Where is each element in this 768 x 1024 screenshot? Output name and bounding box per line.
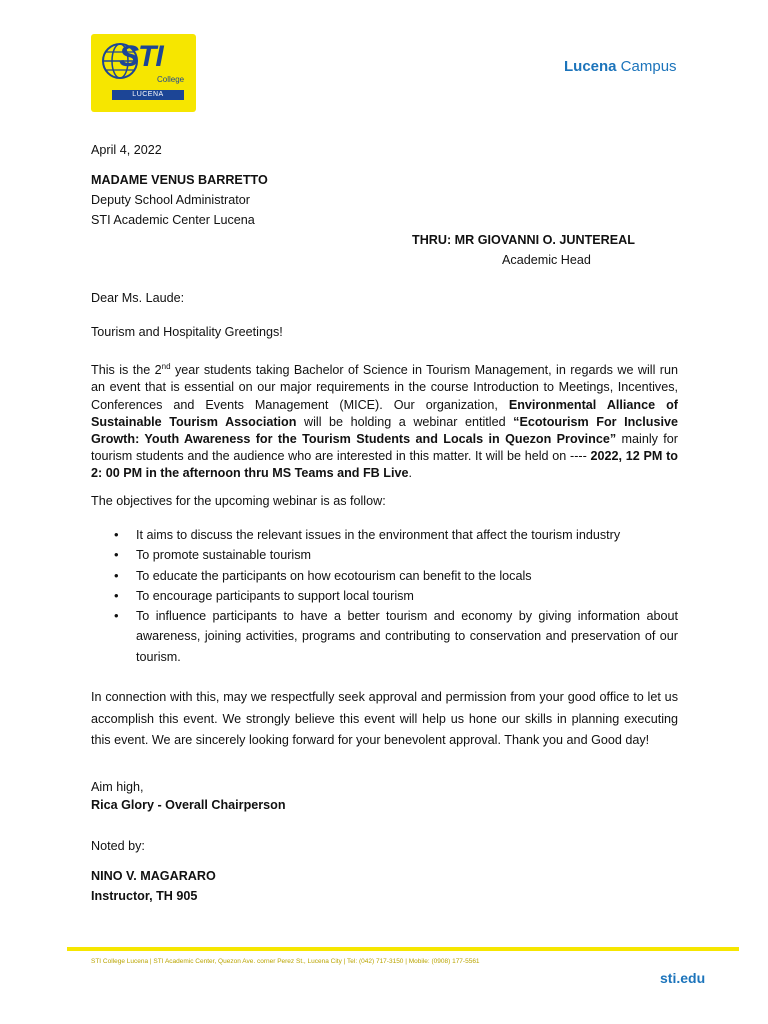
sign-off: Aim high, bbox=[91, 780, 144, 794]
recipient-org: STI Academic Center Lucena bbox=[91, 213, 255, 227]
noted-name: NINO V. MAGARARO bbox=[91, 869, 216, 883]
list-item: • To influence participants to have a better tourism and economy by giving information about awareness, joining activities, programs and contributing to conservation and preservation of our tourism. bbox=[91, 606, 678, 667]
campus-title: Lucena Campus bbox=[564, 58, 677, 75]
footer-divider bbox=[67, 947, 739, 951]
objectives-intro: The objectives for the upcoming webinar is as follow: bbox=[91, 494, 386, 508]
logo-campus: LUCENA bbox=[112, 90, 184, 100]
website-link[interactable]: sti.edu bbox=[660, 970, 706, 986]
list-item: • It aims to discuss the relevant issues in the environment that affect the tourism industry bbox=[91, 525, 678, 545]
list-item: • To encourage participants to support local tourism bbox=[91, 586, 678, 606]
logo-college: College bbox=[157, 75, 185, 84]
intro-paragraph: This is the 2nd year students taking Bachelor of Science in Tourism Management, in regards we will run an event that is essential on our major requirements in the course Introduction to Meetings, Incentives, Conferences and Events Management (MICE). Our organization, Environmental Alliance of Sustainable Tourism Association will be holding a webinar entitled “Ecotourism For Inclusive Growth: Youth Awareness for the Tourism Students and Locals in Quezon Province” mainly for tourism students and the audience who are interested in this matter. It will be held on ---- 2022, 12 PM to 2: 00 PM in the afternoon thru MS Teams and FB Live. bbox=[91, 362, 679, 481]
sti-logo bbox=[91, 34, 196, 112]
recipient-name: MADAME VENUS BARRETTO bbox=[91, 173, 268, 187]
thru-title: Academic Head bbox=[502, 253, 591, 267]
objectives-list bbox=[91, 525, 678, 667]
list-item: • To promote sustainable tourism bbox=[91, 545, 678, 565]
recipient-title: Deputy School Administrator bbox=[91, 193, 250, 207]
logo-text: STI bbox=[119, 40, 163, 73]
noted-by: Noted by: bbox=[91, 839, 145, 853]
salutation: Dear Ms. Laude: bbox=[91, 291, 185, 305]
signatory: Rica Glory - Overall Chairperson bbox=[91, 798, 286, 812]
closing-paragraph: In connection with this, may we respectfully seek approval and permission from your good office to let us accomplish this event. We strongly believe this event will help us hone our skills in planning executing this event. We are sincerely looking forward for your benevolent approval. Thank you and Good day! bbox=[91, 690, 678, 747]
letter-date: April 4, 2022 bbox=[91, 143, 162, 157]
greeting: Tourism and Hospitality Greetings! bbox=[91, 325, 283, 339]
list-item: • To educate the participants on how ecotourism can benefit to the locals bbox=[91, 566, 678, 586]
footer-address: STI College Lucena | STI Academic Center, Quezon Ave. corner Perez St., Lucena City | Tel: (042) 717-3150 | Mobile: (0908) 177-5561 bbox=[91, 958, 480, 965]
thru-name: THRU: MR GIOVANNI O. JUNTEREAL bbox=[412, 233, 635, 247]
noted-title: Instructor, TH 905 bbox=[91, 889, 198, 903]
